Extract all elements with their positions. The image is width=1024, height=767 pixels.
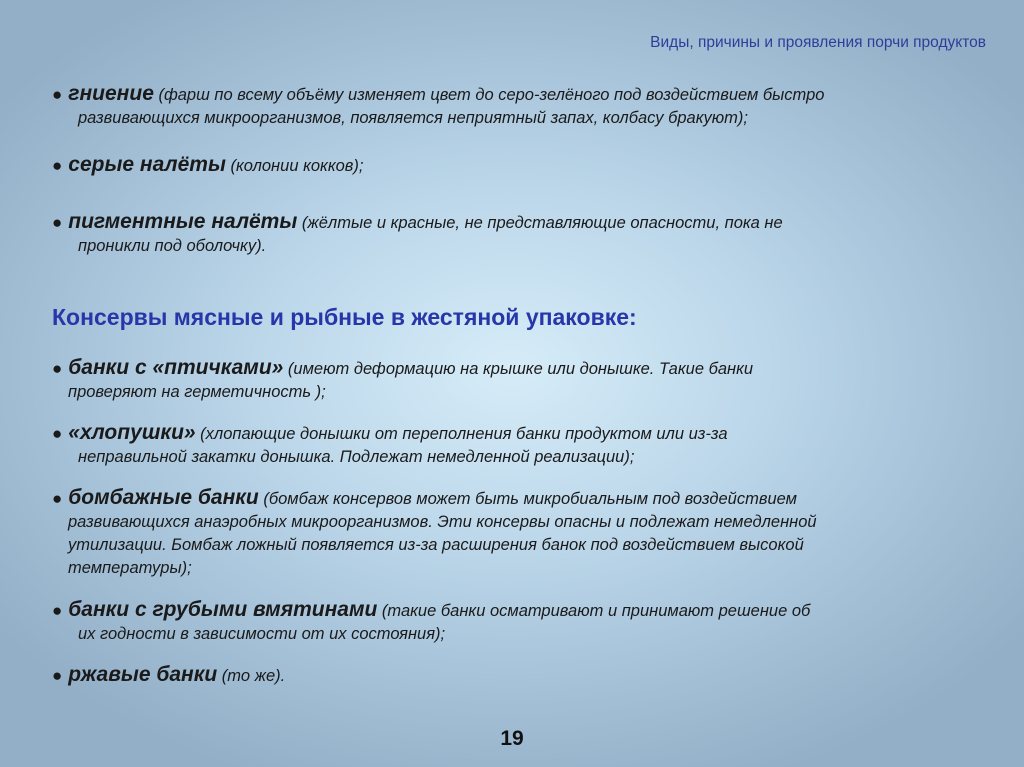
item-description: (такие банки осматривают и принимают решение об <box>377 602 811 620</box>
item-term: бомбажные банки <box>68 486 259 509</box>
item-description-cont: неправильной закатки донышка. Подлежат немедленной реализации); <box>78 448 635 466</box>
item-term: пигментные налёты <box>68 210 298 233</box>
bullet-icon: ● <box>52 156 63 175</box>
item-description: (то же). <box>217 667 286 685</box>
item-description: (хлопающие донышки от переполнения банки продуктом или из-за <box>195 425 728 443</box>
item-description-cont: их годности в зависимости от их состояния); <box>78 625 446 643</box>
item-description-cont: развивающихся микроорганизмов, появляется неприятный запах, колбасу бракуют); <box>78 109 748 127</box>
page-number: 19 <box>500 727 524 750</box>
item-description-cont: проникли под оболочку). <box>78 237 267 255</box>
bullet-icon: ● <box>52 85 63 104</box>
item-description: (жёлтые и красные, не представляющие опасности, пока не <box>297 214 783 232</box>
item-description-cont: температуры); <box>68 559 192 577</box>
bullet-icon: ● <box>52 489 63 508</box>
item-term: гниение <box>68 82 154 105</box>
item-description: (фарш по всему объёму изменяет цвет до серо-зелёного под воздействием быстро <box>153 86 825 104</box>
list-item-bombage-cans <box>52 486 997 580</box>
item-term: ржавые банки <box>68 663 218 686</box>
list-item-rotting <box>52 82 997 130</box>
list-item-rusty-cans <box>52 663 997 688</box>
item-description: (колонии кокков); <box>225 157 364 175</box>
bullet-icon: ● <box>52 359 63 378</box>
bullet-icon: ● <box>52 213 63 232</box>
list-item-bird-cans <box>52 356 997 404</box>
list-item-poppers <box>52 421 997 469</box>
list-item-grey-deposits <box>52 153 997 178</box>
item-term: банки с грубыми вмятинами <box>68 598 378 621</box>
item-term: серые налёты <box>68 153 226 176</box>
list-item-pigment-deposits <box>52 210 997 258</box>
item-description: (имеют деформацию на крышке или донышке. Такие банки <box>283 360 754 378</box>
item-description-cont: утилизации. Бомбаж ложный появляется из-за расширения банок под воздействием высокой <box>68 536 804 554</box>
item-term: банки с «птичками» <box>68 356 284 379</box>
item-description: (бомбаж консервов может быть микробиальным под воздействием <box>258 490 797 508</box>
section-heading: Консервы мясные и рыбные в жестяной упаковке: <box>52 304 637 330</box>
slide-title: Виды, причины и проявления порчи продуктов <box>650 34 986 51</box>
item-description-cont: развивающихся анаэробных микроорганизмов. Эти консервы опасны и подлежат немедленной <box>68 513 817 531</box>
bullet-icon: ● <box>52 601 63 620</box>
bullet-icon: ● <box>52 424 63 443</box>
list-item-dented-cans <box>52 598 997 646</box>
item-description-cont: проверяют на герметичность ); <box>68 383 326 401</box>
bullet-icon: ● <box>52 666 63 685</box>
item-term: «хлопушки» <box>68 421 196 444</box>
